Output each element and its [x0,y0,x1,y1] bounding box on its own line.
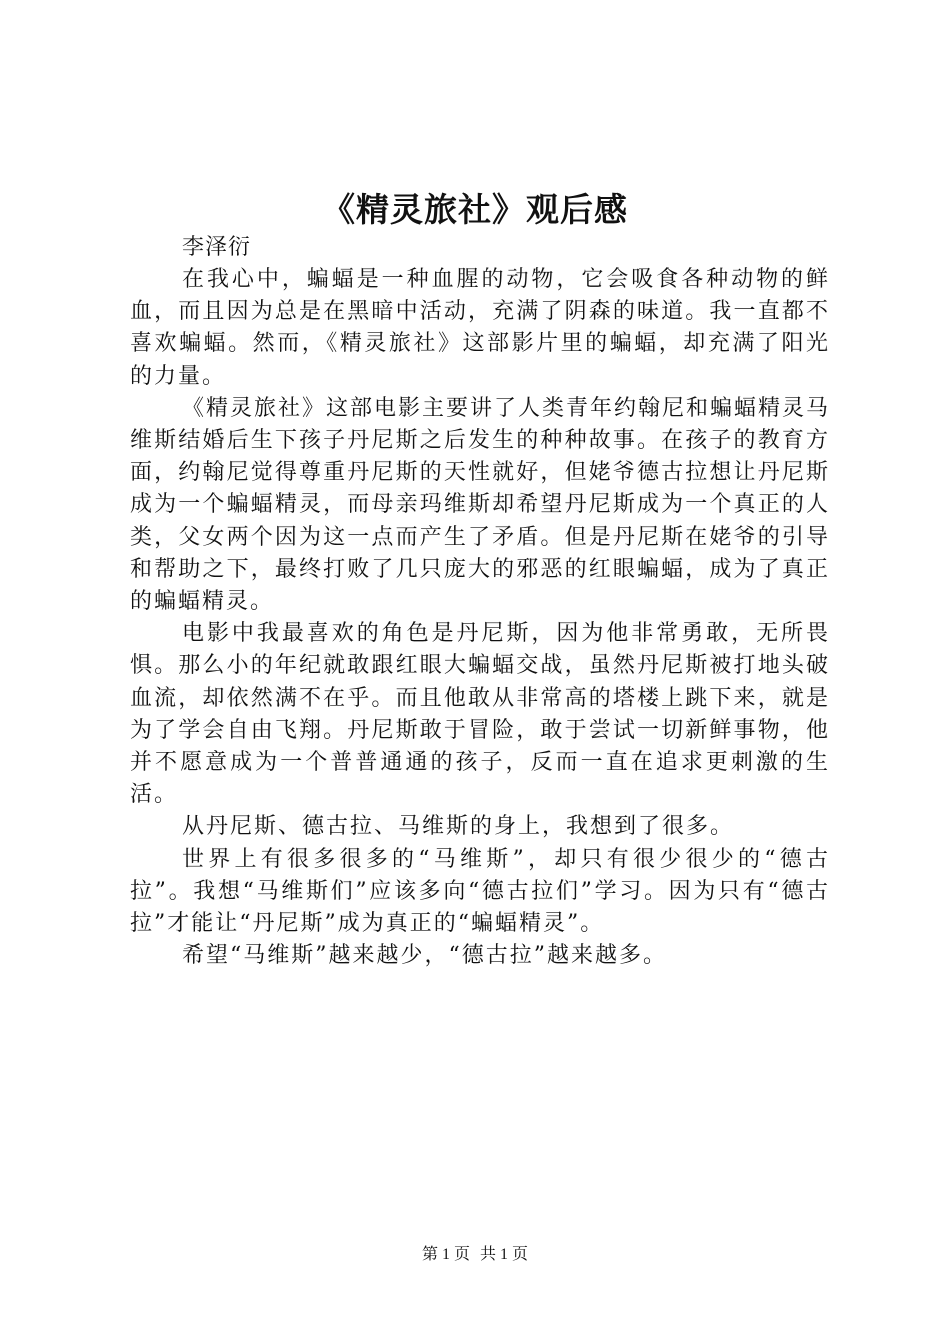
author-name: 李泽衍 [182,235,252,260]
paragraph: 在我心中，蝙蝠是一种血腥的动物，它会吸食各种动物的鲜血，而且因为总是在黑暗中活动，充满了阴森的味道。我一直都不喜欢蝙蝠。然而，《精灵旅社》这部影片里的蝙蝠，却充满了阳光的力量。 [130,267,830,389]
paragraph: 从丹尼斯、德古拉、马维斯的身上，我想到了很多。 [182,814,735,840]
page-number: 第 1 页 [421,1246,470,1263]
paragraph: 《精灵旅社》这部电影主要讲了人类青年约翰尼和蝙蝠精灵马维斯结婚后生下孩子丹尼斯之后发生的种种故事。在孩子的教育方面，约翰尼觉得尊重丹尼斯的天性就好，但姥爷德古拉想让丹尼斯成为一个蝙蝠精灵，而母亲玛维斯却希望丹尼斯成为一个真正的人类，父女两个因为这一点而产生了矛盾。但是丹尼斯在姥爷的引导和帮助之下，最终打败了几只庞大的邪恶的红眼蝙蝠，成为了真正的蝙蝠精灵。 [130,395,831,615]
paragraph: 世界上有很多很多的“马维斯”，却只有很少很少的“德古拉”。我想“马维斯们”应该多向“德古拉们”学习。因为只有“德古拉”才能让“丹尼斯”成为真正的“蝙蝠精灵”。 [130,846,830,937]
page-footer [0,1243,950,1267]
paragraph: 希望“马维斯”越来越少，“德古拉”越来越多。 [182,943,667,969]
document-body [130,232,830,972]
page-total: 共 1 页 [480,1246,529,1263]
paragraph: 电影中我最喜欢的角色是丹尼斯，因为他非常勇敢，无所畏惧。那么小的年纪就敢跟红眼大蝙蝠交战，虽然丹尼斯被打地头破血流，却依然满不在乎。而且他敢从非常高的塔楼上跳下来，就是为了学会自由飞翔。丹尼斯敢于冒险，敢于尝试一切新鲜事物，他并不愿意成为一个普普通通的孩子，反而一直在追求更刺激的生活。 [130,621,830,808]
document-title: 《精灵旅社》观后感 [322,190,628,229]
